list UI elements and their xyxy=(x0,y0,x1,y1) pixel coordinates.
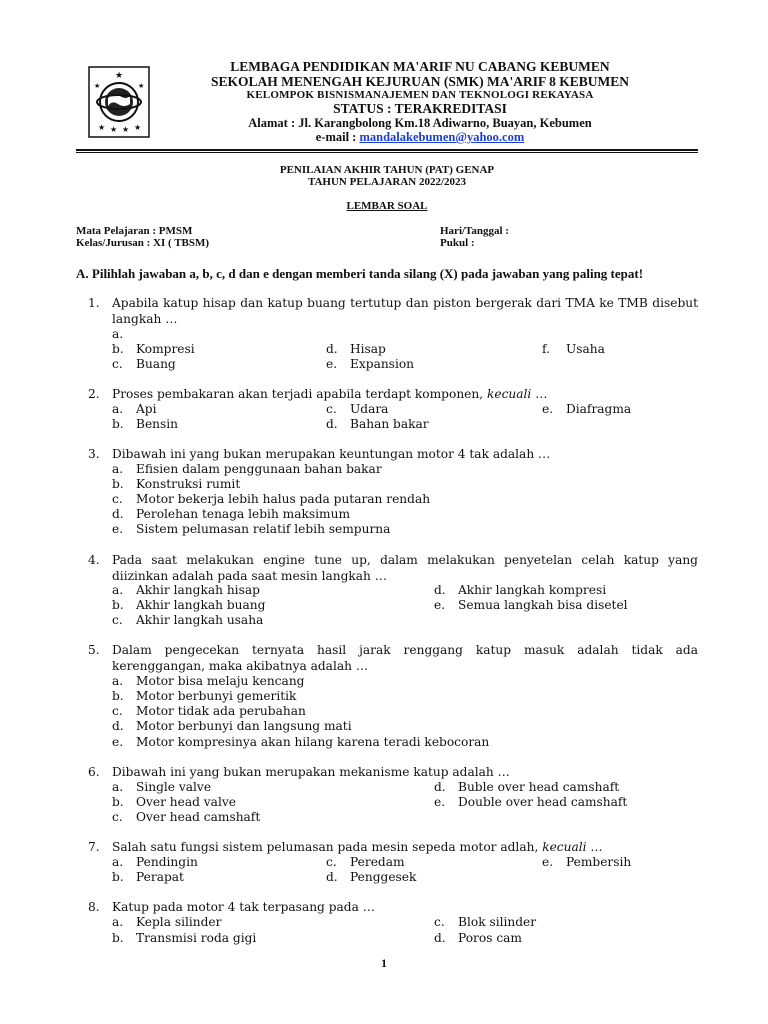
option-e[interactable]: e. Sistem pelumasan relatif lebih sempurna xyxy=(112,522,391,536)
question-number: 7. xyxy=(88,840,100,854)
option-c[interactable]: c. Over head camshaft xyxy=(112,810,261,824)
option-e[interactable]: e. Diafragma xyxy=(542,402,632,416)
option-c[interactable]: c. Motor bekerja lebih halus pada putaran rendah xyxy=(112,492,431,506)
question-text: Dibawah ini yang bukan merupakan mekanisme katup adalah … xyxy=(112,765,510,779)
question-text: Dibawah ini yang bukan merupakan keuntungan motor 4 tak adalah … xyxy=(112,447,551,461)
header-divider xyxy=(76,149,698,151)
question-text: Salah satu fungsi sistem pelumasan pada mesin sepeda motor adlah, kecuali … xyxy=(112,840,603,854)
option-d[interactable]: d. Hisap xyxy=(326,342,386,356)
class-field: Kelas/Jurusan : XI ( TBSM) xyxy=(76,237,210,249)
exam-title: PENILAIAN AKHIR TAHUN (PAT) GENAP xyxy=(279,164,495,176)
date-field: Hari/Tanggal : xyxy=(440,225,509,237)
question-number: 5. xyxy=(88,643,100,657)
option-a[interactable]: a. Akhir langkah hisap xyxy=(112,583,260,597)
option-d[interactable]: d. Akhir langkah kompresi xyxy=(434,583,607,597)
svg-text:★: ★ xyxy=(98,123,106,132)
option-b[interactable]: b. Perapat xyxy=(112,870,184,884)
option-b[interactable]: b. Transmisi roda gigi xyxy=(112,931,257,945)
option-a[interactable]: a. xyxy=(112,327,124,341)
option-e[interactable]: e. Double over head camshaft xyxy=(434,795,628,809)
question-text: Proses pembakaran akan terjadi apabila terdapt komponen, kecuali … xyxy=(112,387,548,401)
option-b[interactable]: b. Motor berbunyi gemeritik xyxy=(112,689,297,703)
option-a[interactable]: a. Single valve xyxy=(112,780,212,794)
question-number: 1. xyxy=(88,296,100,310)
option-d[interactable]: d. Penggesek xyxy=(326,870,417,884)
accreditation-status: STATUS : TERAKREDITASI xyxy=(333,101,507,116)
question-number: 4. xyxy=(88,553,100,567)
instructions: A. Pilihlah jawaban a, b, c, d dan e dengan memberi tanda silang (X) pada jawaban yang paling tepat! xyxy=(76,266,644,281)
option-a[interactable]: a. Kepla silinder xyxy=(112,915,222,929)
option-c[interactable]: c. Buang xyxy=(112,357,176,371)
time-field: Pukul : xyxy=(440,237,475,249)
option-b[interactable]: b. Kompresi xyxy=(112,342,195,356)
option-b[interactable]: b. Konstruksi rumit xyxy=(112,477,241,491)
question-number: 6. xyxy=(88,765,100,779)
question-number: 2. xyxy=(88,387,100,401)
option-f[interactable]: f. Usaha xyxy=(542,342,605,356)
academic-year: TAHUN PELAJARAN 2022/2023 xyxy=(307,176,467,188)
svg-text:★: ★ xyxy=(138,82,145,90)
svg-text:★: ★ xyxy=(110,125,118,134)
question-number: 8. xyxy=(88,900,100,914)
question-number: 3. xyxy=(88,447,100,461)
svg-text:★: ★ xyxy=(114,71,124,81)
option-c[interactable]: c. Peredam xyxy=(326,855,405,869)
option-a[interactable]: a. Api xyxy=(112,402,157,416)
question-text: Katup pada motor 4 tak terpasang pada … xyxy=(112,900,375,914)
sheet-title: LEMBAR SOAL xyxy=(346,200,428,212)
svg-text:★: ★ xyxy=(94,82,101,90)
option-e[interactable]: e. Expansion xyxy=(326,357,415,371)
option-a[interactable]: a. Pendingin xyxy=(112,855,198,869)
option-e[interactable]: e. Motor kompresinya akan hilang karena teradi kebocoran xyxy=(112,735,490,749)
email-line xyxy=(160,130,680,145)
option-b[interactable]: b. Bensin xyxy=(112,417,179,431)
option-d[interactable]: d. Perolehan tenaga lebih maksimum xyxy=(112,507,351,521)
option-b[interactable]: b. Akhir langkah buang xyxy=(112,598,266,612)
page-number: 1 xyxy=(381,956,387,970)
option-a[interactable]: a. Efisien dalam penggunaan bahan bakar xyxy=(112,462,382,476)
header-divider-thin xyxy=(76,152,698,153)
option-d[interactable]: d. Bahan bakar xyxy=(326,417,429,431)
option-d[interactable]: d. Poros cam xyxy=(434,931,522,945)
question-text: Apabila katup hisap dan katup buang tertutup dan piston bergerak dari TMA ke TMB disebut langkah … xyxy=(112,296,698,326)
option-d[interactable]: d. Buble over head camshaft xyxy=(434,780,620,794)
subject-field: Mata Pelajaran : PMSM xyxy=(76,225,193,237)
school-name: SEKOLAH MENENGAH KEJURUAN (SMK) MA'ARIF 8 KEBUMEN xyxy=(210,74,629,89)
institution-name: LEMBAGA PENDIDIKAN MA'ARIF NU CABANG KEBUMEN xyxy=(230,59,610,74)
email-link[interactable]: mandalakebumen@yahoo.com xyxy=(359,130,525,144)
option-c[interactable]: c. Blok silinder xyxy=(434,915,537,929)
program-group: KELOMPOK BISNISMANAJEMEN DAN TEKNOLOGI REKAYASA xyxy=(246,89,594,101)
option-c[interactable]: c. Motor tidak ada perubahan xyxy=(112,704,306,718)
svg-text:★: ★ xyxy=(134,123,142,132)
option-b[interactable]: b. Over head valve xyxy=(112,795,236,809)
email-label: e-mail : xyxy=(315,130,360,144)
option-a[interactable]: a. Motor bisa melaju kencang xyxy=(112,674,305,688)
option-c[interactable]: c. Akhir langkah usaha xyxy=(112,613,264,627)
option-e[interactable]: e. Pembersih xyxy=(542,855,632,869)
school-address: Alamat : Jl. Karangbolong Km.18 Adiwarno, Buayan, Kebumen xyxy=(248,116,592,130)
option-c[interactable]: c. Udara xyxy=(326,402,389,416)
option-e[interactable]: e. Semua langkah bisa disetel xyxy=(434,598,628,612)
question-text: Dalam pengecekan ternyata hasil jarak renggang katup masuk adalah tidak ada kerenggangan, maka akibatnya adalah … xyxy=(112,643,698,673)
svg-text:★: ★ xyxy=(122,125,130,134)
nu-emblem-icon xyxy=(88,66,150,138)
option-d[interactable]: d. Motor berbunyi dan langsung mati xyxy=(112,719,352,733)
question-text: Pada saat melakukan engine tune up, dalam melakukan penyetelan celah katup yang diizinkan adalah pada saat mesin langkah … xyxy=(112,553,698,583)
